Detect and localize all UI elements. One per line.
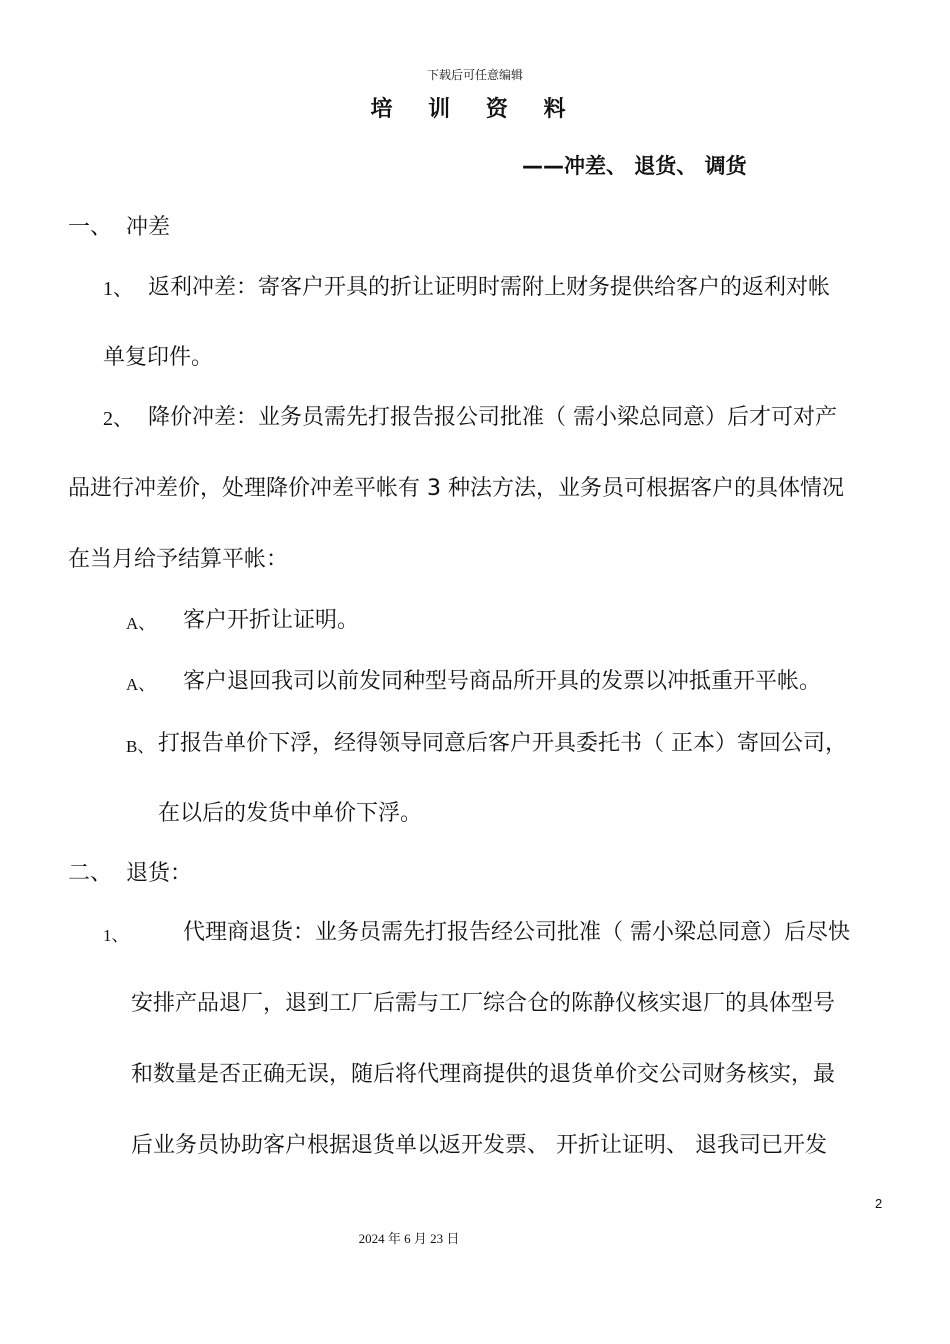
document-title: 培 训 资 料	[370, 97, 580, 122]
item-1-1-line-2: 单复印件。	[103, 345, 214, 370]
item-2-1-line-4: 后业务员协助客户根据退货单以返开发票、 开折让证明、 退我司已开发	[131, 1133, 827, 1158]
section-2-marker: 二、	[68, 861, 113, 886]
item-2-1-line-3: 和数量是否正确无误，随后将代理商提供的退货单价交公司财务核实，最	[131, 1062, 836, 1087]
subitem-a1-line-1: 客户开折让证明。	[183, 608, 360, 633]
item-2-1-line-1: 代理商退货：业务员需先打报告经公司批准（ 需小梁总同意）后尽快	[183, 920, 850, 945]
page-number: 2	[875, 1196, 883, 1211]
item-2-1-marker: 1、	[103, 926, 129, 945]
item-1-2-line-3: 在当月给予结算平帐：	[68, 547, 289, 572]
subitem-a1-marker: A、	[126, 614, 156, 633]
section-1-marker: 一、	[68, 215, 113, 240]
header-note: 下载后可任意编辑	[426, 68, 523, 82]
section-2-heading: 退货：	[126, 861, 193, 886]
subitem-b-line-2: 在以后的发货中单价下浮。	[158, 801, 423, 826]
subitem-b-marker: B、	[126, 737, 155, 756]
subitem-b-line-1: 打报告单价下浮，经得领导同意后客户开具委托书（ 正本）寄回公司，	[158, 731, 847, 756]
item-1-2-line-2: 品进行冲差价，处理降价冲差平帐有 3 种法方法，业务员可根据客户的具体情况	[68, 476, 844, 501]
item-1-1-marker: 1、	[103, 278, 133, 300]
item-1-1-line-1: 返利冲差：寄客户开具的折让证明时需附上财务提供给客户的返利对帐	[148, 275, 831, 300]
item-1-2-marker: 2、	[103, 408, 133, 430]
document-subtitle: ——冲差、 退货、 调货	[522, 154, 747, 178]
item-1-2-line-1: 降价冲差：业务员需先打报告报公司批准（ 需小梁总同意）后才可对产	[148, 405, 837, 430]
subitem-a2-marker: A、	[126, 675, 156, 694]
footer-date: 2024 年 6 月 23 日	[358, 1231, 460, 1246]
item-2-1-line-2: 安排产品退厂，退到工厂后需与工厂综合仓的陈静仪核实退厂的具体型号	[131, 991, 836, 1016]
subitem-a2-line-1: 客户退回我司以前发同种型号商品所开具的发票以冲抵重开平帐。	[183, 669, 822, 694]
section-1-heading: 冲差	[126, 215, 171, 240]
